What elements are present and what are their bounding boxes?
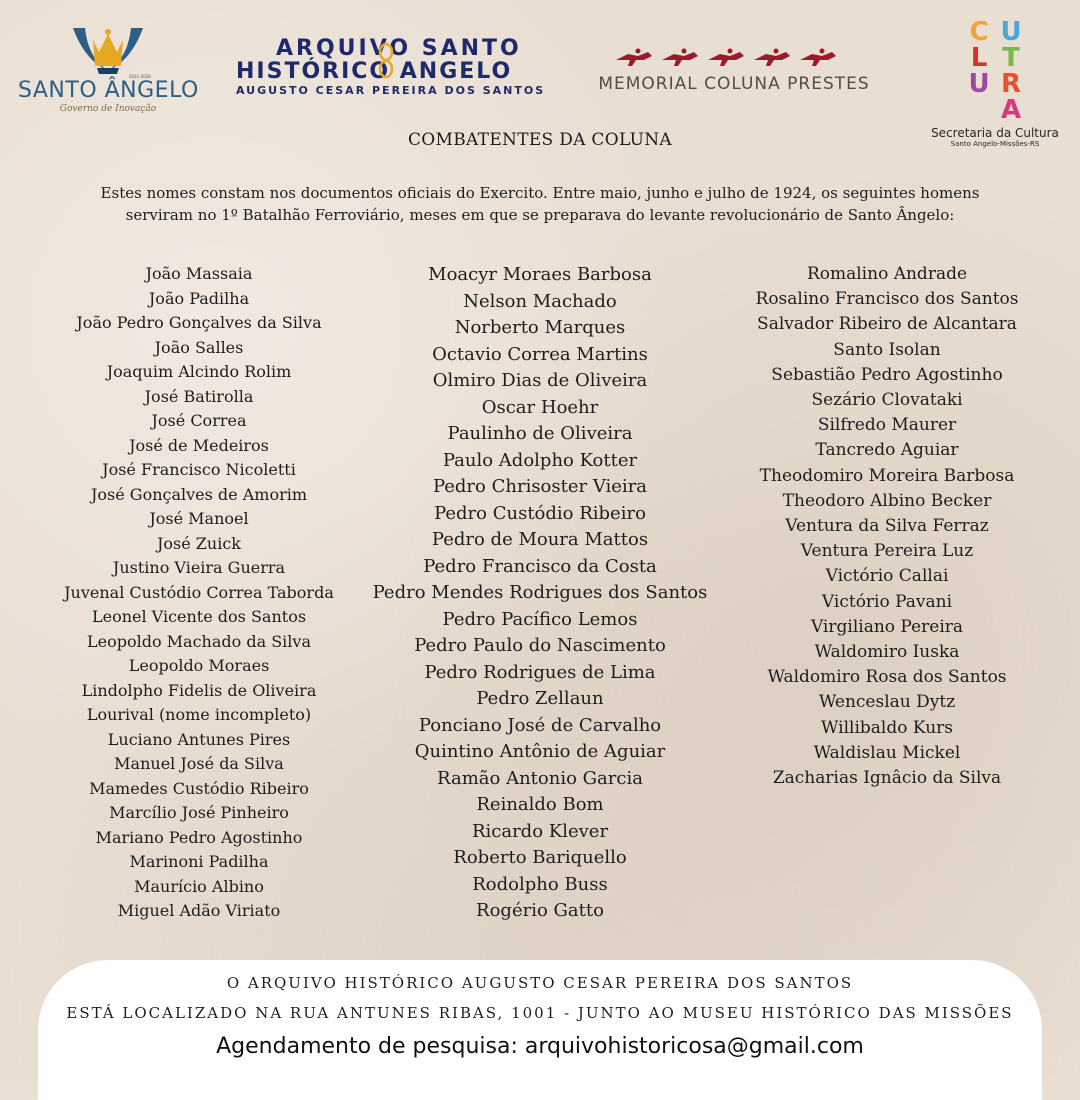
combatant-name: Pedro de Moura Mattos [431, 529, 649, 550]
cultura-letter: U [968, 69, 990, 99]
combatant-name: Ponciano José de Carvalho [418, 714, 662, 736]
ring-ornament-icon [378, 42, 394, 80]
combatant-name: Pedro Rodrigues de Lima [424, 661, 656, 683]
combatant-name: Marcílio José Pinheiro [109, 803, 289, 822]
combatant-name: José Zuick [156, 533, 241, 553]
combatant-name: Maurício Albino [134, 876, 264, 896]
intro-line: Estes nomes constam nos documentos oficiais do Exercito. Entre maio, junho e julho de 1924, os seguintes homens [100, 184, 980, 202]
combatant-name: Juvenal Custódio Correa Taborda [64, 582, 334, 602]
combatant-name: Pedro Paulo do Nascimento [414, 635, 666, 656]
combatant-name: Sezário Clovataki [811, 390, 963, 411]
cultura-logo-line2: Santo Angelo-Missões-RS [950, 140, 1040, 148]
arquivo-logo-line1: ARQUIVO SANTO [276, 36, 522, 61]
combatant-name: Willibaldo Kurs [820, 717, 954, 738]
combatant-name: Silfredo Maurer [817, 415, 957, 436]
combatant-name: Oscar Hoehr [481, 396, 599, 418]
combatant-name: Tancredo Aguiar [815, 440, 959, 461]
combatant-name: Rogério Gatto [476, 900, 604, 921]
combatant-name: José Francisco Nicoletti [102, 460, 296, 479]
combatant-name: Miguel Adão Viriato [117, 901, 281, 920]
combatant-name: Justino Vieira Guerra [112, 558, 286, 577]
cultura-letter: R [1000, 69, 1022, 99]
combatant-name: Norberto Marques [454, 317, 626, 338]
combatant-name: Ventura Pereira Luz [800, 541, 974, 562]
santo-angelo-tagline: Governo de Inovação [59, 104, 157, 114]
combatant-name: João Pedro Gonçalves da Silva [76, 313, 322, 332]
combatant-name: Mamedes Custódio Ribeiro [89, 778, 309, 798]
combatant-name: Victório Pavani [821, 591, 953, 612]
combatant-name: Marinoni Padilha [129, 852, 269, 871]
combatant-name: Theodoro Albino Becker [782, 490, 992, 511]
winged-crown-icon [63, 20, 153, 82]
combatant-name: José Correa [151, 411, 247, 430]
combatant-name: Nelson Machado [463, 290, 617, 312]
combatant-name: Pedro Mendes Rodrigues dos Santos [372, 582, 708, 603]
combatant-name: Leopoldo Moraes [128, 656, 270, 675]
combatant-name: Reinaldo Bom [476, 794, 604, 815]
combatant-name: Ramão Antonio Garcia [437, 767, 643, 789]
combatant-name: Pedro Custódio Ribeiro [434, 502, 646, 524]
combatant-name: Paulinho de Oliveira [447, 423, 633, 444]
combatant-name: Santo Isolan [833, 339, 941, 360]
combatant-name: João Padilha [148, 288, 250, 308]
combatant-name: Lindolpho Fidelis de Oliveira [81, 680, 317, 700]
intro-paragraph [40, 182, 1040, 226]
footer-line-archive: O ARQUIVO HISTÓRICO AUGUSTO CESAR PEREIRA DOS SANTOS [226, 974, 854, 992]
footer-line-contact: Agendamento de pesquisa: arquivohistoricosa@gmail.com [216, 1034, 864, 1059]
combatant-name: Romalino Andrade [806, 264, 968, 284]
names-column-3 [722, 262, 1052, 791]
combatant-name: Waldislau Mickel [813, 742, 961, 763]
combatant-name: Octavio Correa Martins [432, 343, 648, 365]
combatant-name: Rodolpho Buss [472, 873, 608, 895]
footer-panel [38, 960, 1042, 1100]
combatant-name: Waldomiro Rosa dos Santos [767, 667, 1007, 688]
combatant-name: Sebastião Pedro Agostinho [771, 364, 1003, 385]
footer-line-address: ESTÁ LOCALIZADO NA RUA ANTUNES RIBAS, 1001 - JUNTO AO MUSEU HISTÓRICO DAS MISSÕES [66, 1004, 1014, 1022]
combatant-name: Olmiro Dias de Oliveira [432, 370, 648, 391]
cultura-logo-line1: Secretaria da Cultura [931, 126, 1059, 140]
santo-angelo-logo [18, 20, 198, 130]
combatant-name: Mariano Pedro Agostinho [95, 827, 303, 847]
combatant-name: Zacharias Ignâcio da Silva [772, 768, 1002, 789]
combatant-name: Roberto Bariquello [453, 847, 627, 868]
combatant-name: Leopoldo Machado da Silva [86, 631, 311, 651]
combatant-name: Virgiliano Pereira [810, 616, 964, 637]
logo-years: 2021-2024 [129, 74, 151, 79]
secretaria-cultura-logo [920, 17, 1070, 148]
combatant-name: Pedro Francisco da Costa [423, 555, 657, 577]
combatant-name: Pedro Zellaun [476, 688, 604, 709]
horse-riders-icon [614, 46, 854, 68]
combatant-name: José Manoel [149, 509, 249, 528]
combatant-name: Victório Callai [825, 566, 949, 587]
arquivo-logo-line2: HISTÓRICO ANGELO [236, 59, 513, 84]
memorial-coluna-prestes-logo [588, 46, 880, 96]
combatant-name: Lourival (nome incompleto) [86, 705, 312, 724]
intro-line: serviram no 1º Batalhão Ferroviário, meses em que se preparava do levante revolucionário de Santo Ângelo: [125, 206, 955, 224]
combatant-name: Luciano Antunes Pires [107, 729, 291, 749]
combatant-name: José Gonçalves de Amorim [90, 484, 308, 504]
combatant-name: Ventura da Silva Ferraz [785, 516, 989, 537]
combatant-name: Manuel José da Silva [114, 754, 284, 773]
combatant-name: Leonel Vicente dos Santos [91, 607, 307, 626]
combatant-name: Moacyr Moraes Barbosa [428, 264, 652, 285]
combatant-name: Ricardo Klever [471, 820, 609, 842]
combatant-name: Quintino Antônio de Aguiar [414, 741, 666, 762]
combatant-name: Theodomiro Moreira Barbosa [759, 465, 1015, 486]
names-column-2 [358, 262, 722, 925]
combatant-name: Paulo Adolpho Kotter [442, 449, 638, 471]
cultura-letter: C [969, 17, 989, 47]
cultura-letter: L [970, 43, 988, 73]
arquivo-historico-logo [232, 36, 544, 100]
cultura-letter: U [1000, 17, 1022, 47]
cultura-letter: A [1000, 95, 1022, 125]
combatant-name: Salvador Ribeiro de Alcantara [757, 314, 1017, 335]
combatant-name: Wenceslau Dytz [818, 692, 956, 713]
combatant-name: Waldomiro Iuska [814, 642, 960, 663]
combatant-name: Pedro Pacífico Lemos [442, 608, 638, 630]
cultura-letter: T [1002, 43, 1020, 73]
combatant-name: Joaquim Alcindo Rolim [106, 362, 292, 381]
combatant-name: Rosalino Francisco dos Santos [755, 289, 1019, 310]
cultura-letters [966, 17, 1024, 125]
page-title: COMBATENTES DA COLUNA [407, 130, 672, 150]
names-column-1 [40, 262, 358, 924]
combatant-name: João Massaia [145, 264, 253, 283]
memorial-logo-text: MEMORIAL COLUNA PRESTES [598, 74, 870, 94]
combatant-name: José Batirolla [144, 386, 254, 406]
combatant-name: Pedro Chrisoster Vieira [432, 476, 648, 497]
santo-angelo-name: SANTO ÂNGELO [18, 78, 199, 103]
combatant-name: José de Medeiros [129, 435, 269, 455]
combatant-name: João Salles [154, 337, 244, 357]
arquivo-logo-line3: AUGUSTO CESAR PEREIRA DOS SANTOS [236, 84, 546, 97]
